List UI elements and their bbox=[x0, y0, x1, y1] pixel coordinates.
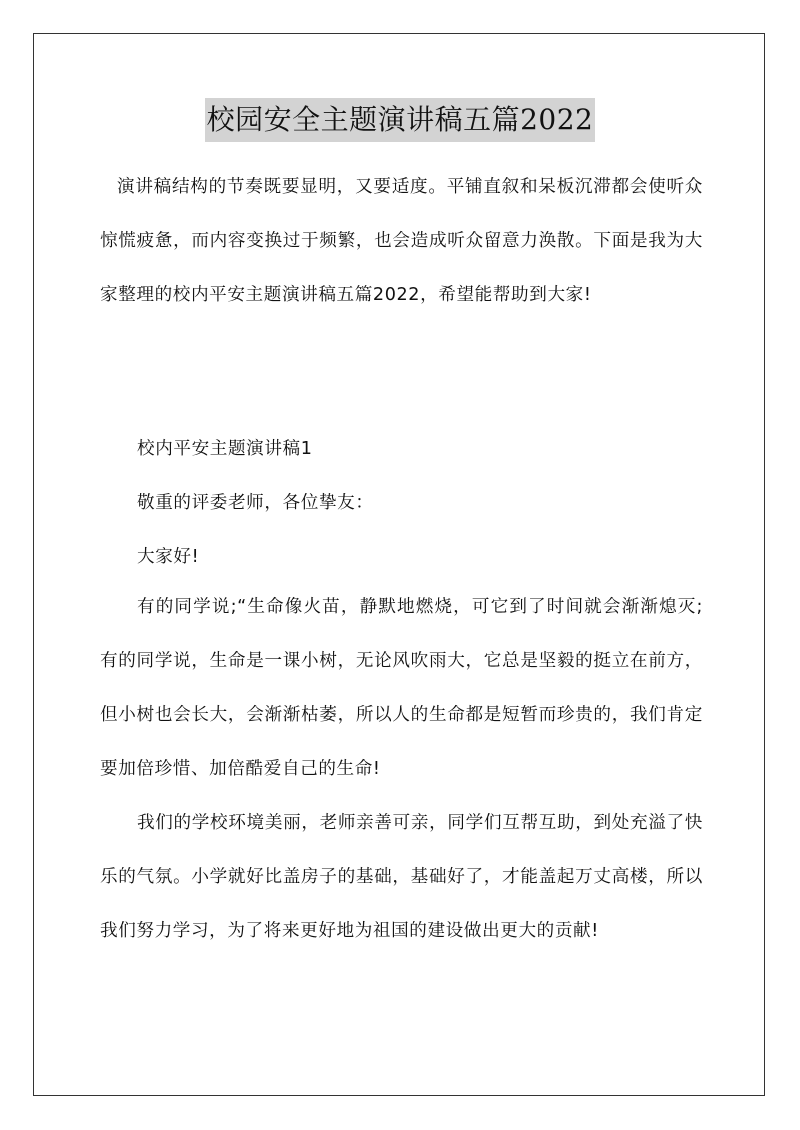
body-paragraph: 有的同学说;“生命像火苗，静默地燃烧，可它到了时间就会渐渐熄灭;有的同学说，生命是一课小树，无论风吹雨大，它总是坚毅的挺立在前方，但小树也会长大，会渐渐枯萎，所以人的生命都是短暂而珍贵的，我们肯定要加倍珍惜、加倍酷爱自己的生命! bbox=[100, 597, 703, 779]
greeting: 大家好! bbox=[137, 547, 200, 567]
document-title: 校园安全主题演讲稿五篇2022 bbox=[205, 98, 596, 142]
salutation: 敬重的评委老师，各位挚友： bbox=[137, 493, 374, 513]
body-paragraph: 我们的学校环境美丽，老师亲善可亲，同学们互帮互助，到处充溢了快乐的气氛。小学就好比盖房子的基础，基础好了，才能盖起万丈高楼，所以我们努力学习，为了将来更好地为祖国的建设做出更大的贡献! bbox=[100, 813, 703, 941]
intro-paragraph: 演讲稿结构的节奏既要显明，又要适度。平铺直叙和呆板沉滞都会使听众惊慌疲惫，而内容变换过于频繁，也会造成听众留意力涣散。下面是我为大家整理的校内平安主题演讲稿五篇2022，希望能帮助到大家! bbox=[100, 177, 703, 305]
section-heading: 校内平安主题演讲稿1 bbox=[137, 439, 313, 459]
title-container bbox=[0, 98, 800, 142]
